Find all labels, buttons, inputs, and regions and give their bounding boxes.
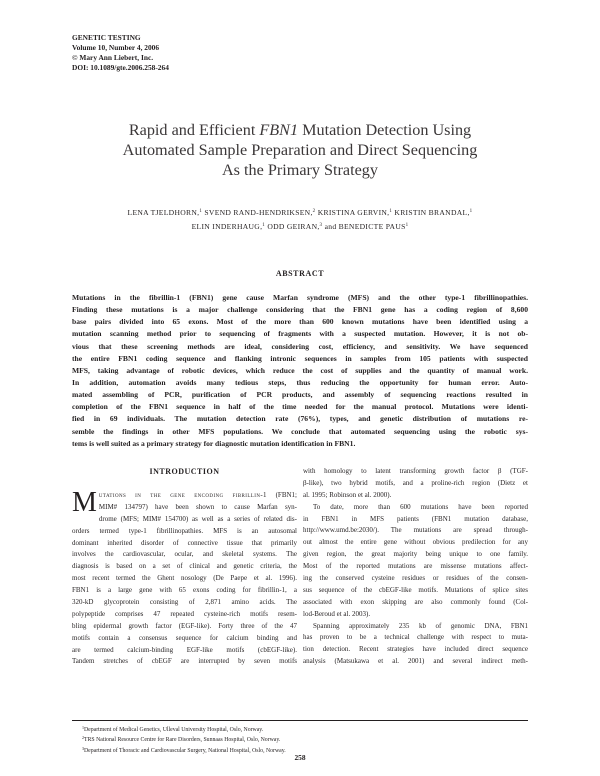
author: KRISTINA GERVIN, [317, 208, 390, 217]
journal-publisher: © Mary Ann Liebert, Inc. [72, 53, 154, 62]
body-line: dominant inherited disorder of connective tissue that primarily [72, 538, 297, 547]
author-affiliation: 1 [469, 209, 473, 214]
journal-volume: Volume 10, Number 4, 2006 [72, 43, 160, 52]
body-line: β-like), two hybrid motifs, and a proline-rich region (Dietz et [303, 478, 528, 487]
body-line: are termed calcium-binding EGF-like motifs (cbEGF-like). [72, 645, 297, 654]
author-affiliation: 1 [199, 209, 203, 214]
intro-smallcaps: utations in the gene encoding fibrillin-1 [98, 491, 267, 499]
abstract-body [72, 292, 528, 450]
body-line: lod-Beroud et al. 2003). [303, 609, 371, 618]
author-affiliation: 1 [405, 222, 409, 228]
body-line [99, 490, 297, 502]
affiliation-footnotes [72, 720, 528, 755]
body-line: most recent termed the Ghent nosology (De Paepe et al. 1996). [72, 574, 297, 583]
author-affiliation: 1 [262, 222, 266, 228]
footnote-number: 1 [82, 725, 84, 730]
footnote-text: Department of Medical Genetics, Ulleval University Hospital, Oslo, Norway. [84, 727, 264, 733]
author: ELIN INDERHAUG, [191, 221, 263, 231]
page-number: 258 [294, 753, 306, 762]
body-line: bling epidermal growth factor (EGF-like). Forty three of the 47 [72, 621, 297, 630]
abstract-line: semble the findings in other MFS populations. We conclude that automated sequencing using the robotic sys- [72, 426, 528, 436]
footnote [72, 724, 528, 734]
footnote-number: 3 [82, 745, 84, 751]
title-line-1 [80, 120, 520, 140]
author: KRISTIN BRANDAL, [394, 208, 470, 217]
abstract-line: mated assembling of PCR, purification of PCR products, and assembly of sequencing reactions resulted in [72, 390, 528, 400]
body-line: sus sequence of the cbEGF-like motifs. Mutations of splice sites [303, 585, 528, 594]
author: SVEND RAND-HENDRIKSEN, [204, 208, 313, 217]
abstract-line: fied in 69 individuals. The mutation detection rate (76%), types, and genetic distribution of mutations re- [72, 414, 528, 424]
title-gene: FBN1 [259, 121, 299, 139]
body-line: polypeptide comprises 47 repeated cysteine-rich motifs resem- [72, 609, 297, 618]
intro-first-rest: (FBN1; [266, 491, 297, 499]
abstract-line: the entire FBN1 coding sequence and flanking intronic sequences in samples from 105 patients with suspected [72, 353, 528, 363]
body-line: tion detection. Recent strategies have included direct sequence [303, 645, 528, 654]
footnote [72, 734, 528, 744]
body-line: 320-kD glycoprotein consisting of 2,871 amino acids. The [72, 598, 297, 607]
author: and BENEDICTE PAUS [324, 221, 406, 231]
footnote-text: TRS National Resource Centre for Rare Disorders, Sunnaas Hospital, Oslo, Norway. [84, 737, 281, 744]
abstract-line: tems is well suited as a primary strategy for diagnostic mutation identification in FBN1. [72, 438, 356, 448]
introduction-heading: INTRODUCTION [149, 467, 220, 476]
author-list [60, 206, 540, 233]
body-column-left [72, 466, 297, 668]
body-line: has proven to be a technical challenge with respect to muta- [303, 633, 528, 642]
title-line-1-post: Mutation Detection Using [298, 121, 472, 139]
journal-name: GENETIC TESTING [72, 33, 141, 42]
paper-title [80, 120, 520, 180]
body-line: al. 1995; Robinson et al. 2000). [303, 490, 392, 499]
abstract-line: MFS, taking advantage of robotic devices, which reduce the cost of supplies and the quantity of manual work. [72, 365, 528, 375]
body-line: with homology to latent transforming growth factor β (TGF- [303, 467, 528, 475]
body-line: drome (MFS; MIM# 154700) as well as a series of related dis- [98, 514, 297, 523]
intro-first-paragraph [72, 487, 297, 668]
abstract-line: completion of the FBN1 sequence in half of the time needed for the manual protocol. Mutations were identi- [72, 402, 528, 412]
author: ODD GEIRAN, [267, 221, 320, 231]
abstract-line: In addition, automation avoids many tedious steps, thus reducing the opportunity for human error. Auto- [72, 377, 528, 387]
body-line: associated with exon skipping are also commonly found (Col- [303, 597, 528, 606]
abstract-line: vious that these screening methods are ideal, considering cost, efficiency, and sensitivity. We have sequenced [72, 341, 528, 351]
author-affiliation: 1 [389, 209, 393, 214]
journal-info [72, 33, 169, 73]
footnote-number: 2 [82, 735, 84, 741]
drop-cap: M [72, 487, 97, 518]
body-line: ing the conserved cysteine residues or residues of the consen- [303, 574, 528, 583]
author: LENA TJELDHORN, [127, 208, 200, 217]
body-line: in FBN1 in MFS patients (FBN1 mutation database, [303, 514, 528, 523]
body-line: MIM# 134797) have been shown to cause Marfan syn- [98, 502, 297, 511]
body-line: motifs contain a consensus sequence for calcium binding and [72, 633, 297, 642]
body-line: orders termed type-1 fibrillinopathies. MFS is an autosomal [72, 526, 297, 535]
body-line: involves the cardiovascular, ocular, and skeletal systems. The [72, 550, 297, 559]
body-line: Tandem stretches of cbEGF are interrupted by seven motifs [72, 657, 297, 666]
abstract-line: mutation scanning method prior to sequencing of fragments with a suspected mutation. However, it is not ob- [72, 329, 528, 339]
title-line-2: Automated Sample Preparation and Direct Sequencing [122, 141, 478, 159]
body-line: diagnosis is based on a set of clinical and genetic criteria, the [72, 562, 297, 571]
body-line: given region, the great majority being unique to one family. [303, 550, 528, 559]
abstract-line: Finding these mutations is a major challenge considering that the FBN1 gene has a coding region of 8,600 [72, 305, 528, 315]
abstract-line: Mutations in the fibrillin-1 (FBN1) gene cause Marfan syndrome (MFS) and the other type-1 fibrillinopathies. [72, 293, 528, 302]
body-line: Spanning approximately 235 kb of genomic DNA, FBN1 [313, 621, 528, 630]
body-line: analysis (Matsukawa et al. 2001) and several indirect meth- [303, 657, 528, 666]
journal-doi: DOI: 10.1089/gte.2006.258-264 [72, 63, 169, 72]
body-line: FBN1 is a large gene with 65 exons coding for fibrillin-1, a [72, 586, 297, 595]
author-affiliation: 3 [319, 222, 323, 228]
body-line: out almost the entire gene without obvious predilection for any [303, 538, 528, 547]
title-line-3: As the Primary Strategy [221, 161, 378, 179]
footnote-text: Department of Thoracic and Cardiovascular Surgery, National Hospital, Oslo, Norway. [84, 747, 286, 754]
abstract-heading: ABSTRACT [275, 269, 325, 278]
title-line-1-pre: Rapid and Efficient [128, 121, 260, 139]
abstract-line: base pairs divided into 65 exons. Most of the more than 600 known mutations have been identified using a [72, 317, 528, 327]
body-line: http://www.umd.be:2030/). The mutations are spread through- [303, 526, 528, 535]
body-column-right [303, 466, 528, 668]
body-line: Most of the reported mutations are missense mutations affect- [303, 562, 528, 571]
body-line: To date, more than 600 mutations have been reported [313, 502, 528, 511]
author-affiliation: 2 [312, 209, 316, 214]
